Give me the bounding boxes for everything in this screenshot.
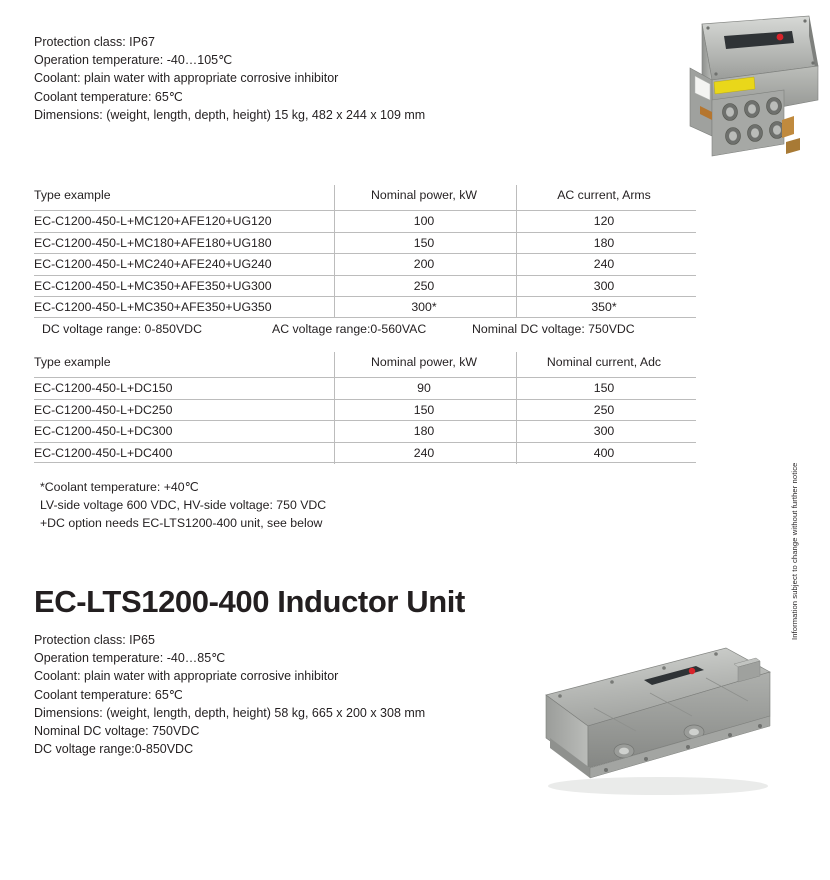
table-row bbox=[34, 420, 696, 442]
cell-power: 150 bbox=[413, 402, 435, 417]
cell-current: 300 bbox=[593, 424, 615, 438]
footnote-line: *Coolant temperature: +40℃ bbox=[40, 480, 199, 494]
cell-current: 350* bbox=[591, 300, 617, 314]
dc-converter-table bbox=[34, 352, 696, 463]
spec-line: Protection class: IP65 bbox=[34, 633, 155, 647]
cell-power: 100 bbox=[413, 214, 435, 228]
cell-power: 90 bbox=[417, 381, 431, 395]
nominal-dc-voltage: Nominal DC voltage: 750VDC bbox=[472, 322, 635, 336]
cell-type: EC-C1200-450-L+DC250 bbox=[34, 402, 173, 417]
cell-current: 400 bbox=[593, 445, 615, 460]
cell-power: 150 bbox=[413, 235, 435, 250]
cell-type: EC-C1200-450-L+MC350+AFE350+UG300 bbox=[34, 278, 272, 293]
footnote-line: LV-side voltage 600 VDC, HV-side voltage: 750 VDC bbox=[40, 498, 327, 512]
spec-line: Coolant: plain water with appropriate corrosive inhibitor bbox=[34, 669, 339, 684]
cell-type: EC-C1200-450-L+DC300 bbox=[34, 424, 173, 438]
cell-power: 250 bbox=[413, 278, 435, 293]
table-header-row bbox=[34, 185, 696, 210]
cell-type: EC-C1200-450-L+MC180+AFE180+UG180 bbox=[34, 235, 272, 250]
cell-power: 240 bbox=[413, 445, 435, 460]
spec-line: Dimensions: (weight, length, depth, height) 15 kg, 482 x 244 x 109 mm bbox=[34, 107, 426, 122]
table-row bbox=[34, 399, 696, 421]
inductor-unit-image bbox=[498, 620, 788, 820]
page-title: EC-LTS1200-400 Inductor Unit bbox=[34, 584, 465, 619]
side-note: Information subject to change without further notice bbox=[790, 462, 799, 640]
top-specifications bbox=[34, 33, 554, 124]
table-row bbox=[34, 253, 696, 275]
spec-line: Protection class: IP67 bbox=[34, 35, 155, 49]
spec-line: Operation temperature: -40…105℃ bbox=[34, 53, 233, 68]
ac-converter-table bbox=[34, 185, 696, 318]
cell-power: 180 bbox=[413, 424, 435, 438]
spec-line: Coolant temperature: 65℃ bbox=[34, 89, 183, 104]
spec-line: Coolant: plain water with appropriate corrosive inhibitor bbox=[34, 71, 339, 86]
spec-line: DC voltage range:0-850VDC bbox=[34, 742, 194, 757]
column-header-current: Nominal current, Adc bbox=[546, 355, 662, 369]
cell-power: 200 bbox=[413, 257, 435, 271]
bottom-specifications bbox=[34, 631, 554, 758]
cell-current: 240 bbox=[593, 257, 615, 271]
cell-current: 300 bbox=[593, 278, 615, 293]
column-header-type: Type example bbox=[34, 188, 111, 202]
cell-type: EC-C1200-450-L+MC350+AFE350+UG350 bbox=[34, 300, 272, 314]
cell-power: 300* bbox=[411, 300, 437, 314]
footnote-line: +DC option needs EC-LTS1200-400 unit, see below bbox=[40, 516, 323, 530]
table-row bbox=[34, 442, 696, 464]
spec-line: Dimensions: (weight, length, depth, height) 58 kg, 665 x 200 x 308 mm bbox=[34, 705, 426, 720]
column-header-power: Nominal power, kW bbox=[371, 188, 477, 202]
cell-current: 120 bbox=[593, 214, 615, 228]
dc-voltage-range: DC voltage range: 0-850VDC bbox=[42, 322, 202, 336]
converter-unit-image bbox=[594, 8, 824, 173]
cell-type: EC-C1200-450-L+MC120+AFE120+UG120 bbox=[34, 214, 272, 228]
column-header-power: Nominal power, kW bbox=[371, 355, 477, 369]
cell-current: 180 bbox=[593, 235, 615, 250]
column-header-type: Type example bbox=[34, 355, 111, 369]
table-row bbox=[34, 275, 696, 297]
cell-current: 150 bbox=[593, 381, 615, 395]
cell-type: EC-C1200-450-L+DC400 bbox=[34, 445, 173, 460]
ac-voltage-range: AC voltage range:0-560VAC bbox=[272, 322, 427, 336]
table-row bbox=[34, 377, 696, 399]
footnotes bbox=[40, 478, 560, 532]
cell-type: EC-C1200-450-L+MC240+AFE240+UG240 bbox=[34, 257, 272, 271]
spec-line: Operation temperature: -40…85℃ bbox=[34, 651, 226, 666]
column-header-current: AC current, Arms bbox=[557, 188, 651, 202]
spec-line: Nominal DC voltage: 750VDC bbox=[34, 724, 200, 739]
spec-line: Coolant temperature: 65℃ bbox=[34, 687, 183, 702]
table-row bbox=[34, 210, 696, 232]
cell-current: 250 bbox=[593, 402, 615, 417]
table-header-row bbox=[34, 352, 696, 377]
table-row bbox=[34, 232, 696, 254]
table-row bbox=[34, 296, 696, 318]
cell-type: EC-C1200-450-L+DC150 bbox=[34, 381, 173, 395]
